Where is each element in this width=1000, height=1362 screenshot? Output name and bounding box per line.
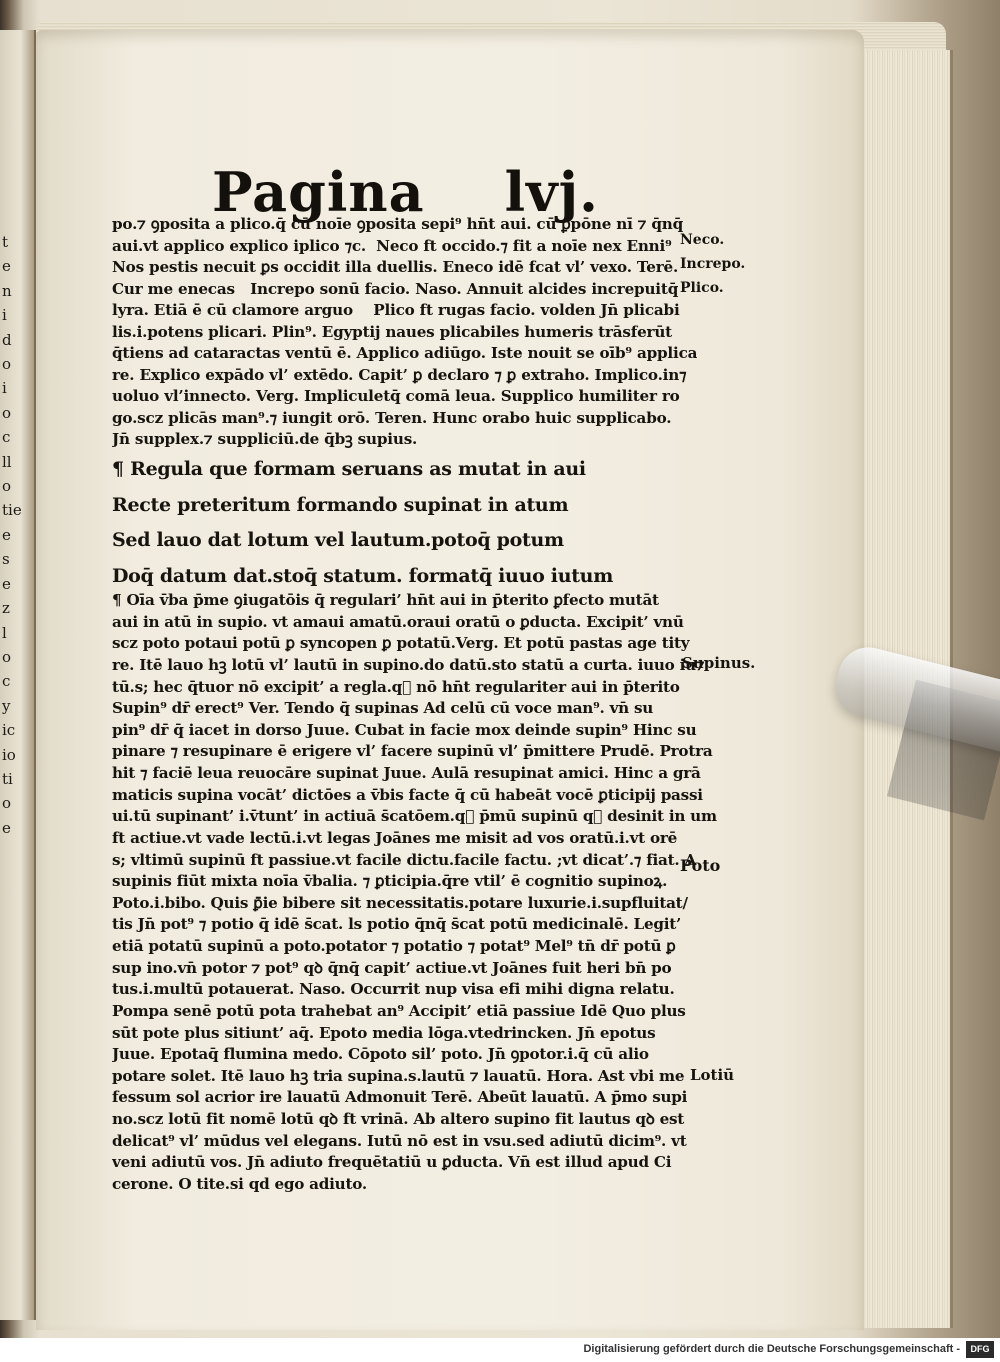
commentary-line: Supin⁹ dr̄ erect⁹ Ver. Tendo q̄ supinas Ad celū cū voce man⁹. vn̄ su [112, 699, 654, 718]
commentary-line: scz poto potaui potū ꝑ syncopen ꝑ potatū.Verg. Et potū pastas age tity [112, 634, 690, 653]
commentary-line: Nos pestis necuit ꝑs occidit illa duellis. Eneco idē fcat vl’ vexo. Terē. [112, 258, 679, 276]
commentary-line: lyra. Etiā ē cū clamore arguo Plico ft rugas facio. volden Jn̄ plicabi [112, 301, 680, 319]
previous-page-fragment: ic [2, 721, 16, 740]
previous-page-fragment: i [2, 379, 7, 398]
commentary-line: supinis fiūt mixta noīa v̄balia. ⁊ ꝑticipia.q̄re vtil’ ē cognitio supinoꝝ. [112, 872, 668, 891]
commentary-line: pin⁹ dr̄ q̄ iacet in dorso Juue. Cubat in facie mox deinde supin⁹ Hinc su [112, 720, 697, 739]
dfg-logo: DFG [966, 1341, 994, 1358]
commentary-line: no.scz lotū fit nomē lotū qꝺ ft vrinā. Ab altero supino fit lautus qꝺ est [112, 1110, 685, 1128]
verse-line: ¶ Regula que formam seruans as mutat in aui [112, 458, 586, 480]
previous-page-fragment: ti [2, 769, 13, 788]
previous-page-fragment: e [2, 574, 11, 593]
previous-page-fragment: d [2, 330, 12, 349]
digitization-footer [0, 1338, 1000, 1362]
previous-page-fragment: c [2, 428, 11, 447]
commentary-block-1 [112, 214, 697, 451]
commentary-line: re. Itē lauo hꝫ lotū vl’ lautū in supino.do datū.sto statū a curta. iuuo iu⁊ [112, 655, 705, 674]
commentary-line: maticis supina vocāt’ dictōes a v̄bis facte q̄ cū habeāt vocē ꝑticipij passi [112, 785, 703, 804]
commentary-line: po.⁊ ꝯposita a plico.q̄ cū noīe ꝯposita sepi⁹ hn̄t aui. cū ꝑpōne nī ⁊ q̄nq̄ [112, 215, 684, 233]
funding-credit: Digitalisierung gefördert durch die Deutsche Forschungsgemeinschaft - [583, 1343, 960, 1355]
commentary-line: potare solet. Itē lauo hꝫ tria supina.s.lautū ⁊ lauatū. Hora. Ast vbi me [112, 1066, 685, 1085]
commentary-line: aui in atū in supio. vt amaui amatū.oraui oratū o ꝑducta. Excipit’ vnū [112, 612, 684, 631]
commentary-line: aui.vt applico explico iplico ⁊c. Neco ft occido.⁊ fit a noīe nex Enni⁹ [112, 236, 672, 255]
folio-number: lvj. [504, 160, 599, 224]
previous-page-text [2, 230, 30, 840]
commentary-line: Pompa senē potū pota trahebat an⁹ Accipit’ etiā passiue Idē Quo plus [112, 1001, 686, 1020]
commentary-line: tis Jn̄ pot⁹ ⁊ potio q̄ idē s̄cat. ls potio q̄nq̄ s̄cat potū medicinalē. Legit’ [112, 915, 682, 934]
margin-note-increpo: Increpo. [680, 256, 746, 272]
commentary-line: ui.tū supinant’ i.v̄tunt’ in actiuā s̄catōem.q᷑ p̄mū supinū qꝺ desinit in um [112, 807, 717, 826]
commentary-line: q̄tiens ad cataractas ventū ē. Applico adiūgo. Iste nouit se oīb⁹ applica [112, 344, 698, 362]
commentary-line: Juue. Epotaq̄ flumina medo. Cōpoto sil’ poto. Jn̄ ꝯpotor.i.q̄ cū alio [112, 1045, 649, 1064]
previous-page-fragment: t [2, 233, 9, 251]
commentary-line: go.scz plicās man⁹.⁊ iungit orō. Teren. Hunc orabo huic supplicabo. [112, 408, 672, 427]
commentary-line: uoluo vl’innecto. Verg. Impliculetq̄ comā leua. Supplico humiliter ro [112, 387, 680, 405]
commentary-line: delicat⁹ vl’ mūdus vel elegans. Iutū nō est in vsu.sed adiutū dicim⁹. vt [112, 1131, 687, 1150]
previous-page-fragment: l [2, 623, 7, 642]
previous-page-fragment: s [2, 550, 10, 569]
commentary-line: ft actiue.vt vade lectū.i.vt legas Joānes me misit ad vos oratū.i.vt orē [112, 828, 678, 847]
previous-page-fragment: e [2, 818, 11, 837]
previous-page-fragment: e [2, 525, 11, 544]
previous-page-fragment: n [2, 281, 12, 300]
commentary-line: sup ino.vn̄ potor ⁊ pot⁹ qꝺ q̄nq̄ capit’ actiue.vt Joānes fuit heri bn̄ po [112, 958, 672, 977]
margin-note-plico: Plico. [680, 280, 724, 296]
previous-page-fragment: o [2, 355, 12, 374]
verse-line: Doq̄ datum dat.stoq̄ statum. formatq̄ iuuo iutum [112, 564, 614, 587]
commentary-line: re. Explico expādo vl’ extēdo. Capit’ ꝑ declaro ⁊ ꝑ extraho. Implico.in⁊ [112, 365, 687, 384]
commentary-line: Cur me enecas Increpo sonū facio. Naso. Annuit alcides increpuitq̄ [112, 279, 679, 298]
commentary-line: tū.s; hec q̄tuor nō excipit’ a regla.q᷑ nō hn̄t regulariter aui in p̄terito [112, 677, 680, 696]
previous-page-fragment: c [2, 672, 11, 691]
margin-note-poto: Poto [680, 856, 721, 875]
previous-page-edge [0, 30, 36, 1320]
verse-line: Recte preteritum formando supinat in atum [112, 493, 569, 516]
commentary-block-2 [112, 590, 717, 1196]
commentary-line: pinare ⁊ resupinare ē erigere vl’ facere supinū vl’ p̄mittere Prudē. Protra [112, 742, 713, 761]
previous-page-fragment: i [2, 306, 7, 325]
previous-page-fragment: o [2, 647, 12, 666]
commentary-line: hit ⁊ faciē leua reuocāre supinat Juue. Aulā resupinat amici. Hinc a grā [112, 764, 701, 782]
previous-page-fragment: o [2, 403, 12, 422]
commentary-line: s; vltimū supinū ft passiue.vt facile dictu.facile factu. ;vt dicat’.⁊ fiat. A [112, 850, 696, 869]
commentary-line: veni adiutū vos. Jn̄ adiuto frequētatiū u ꝑducta. Vn̄ est illud apud Ci [112, 1153, 672, 1172]
previous-page-fragment: io [2, 745, 16, 764]
commentary-line: sūt pote plus sitiunt’ aq̄. Epoto media lōga.vtedrincken. Jn̄ epotus [112, 1023, 656, 1042]
previous-page-fragment: o [2, 477, 12, 496]
previous-page-fragment: y [2, 696, 11, 715]
commentary-line: lis.i.potens plicari. Plin⁹. Egyptij naues plicabiles humeris trāsferūt [112, 322, 672, 341]
verse-line: Sed lauo dat lotum vel lautum.potoq̄ potum [112, 529, 564, 551]
previous-page-fragment: z [2, 599, 10, 618]
margin-note-lotium: Lotiū [690, 1066, 735, 1084]
commentary-line: tus.i.multū potauerat. Naso. Occurrit nup visa efi mihi digna relatu. [112, 980, 675, 999]
commentary-line: Poto.i.bibo. Quis ꝑ̄ie bibere sit necessitatis.potare luxurie.i.supfluitat/ [112, 893, 688, 912]
margin-note-supinus: Supinus. [682, 654, 756, 672]
verse-rule [112, 452, 613, 594]
previous-page-fragment: tie [2, 501, 22, 520]
commentary-line: ¶ Oīa v̄ba p̄me ꝯiugatōis q̄ regulari’ hn̄t aui in p̄terito ꝑfecto mutāt [112, 591, 659, 609]
previous-page-fragment: e [2, 257, 11, 276]
margin-notes-neco-increpo-plico [680, 228, 745, 300]
margin-note-neco: Neco. [680, 232, 725, 248]
commentary-line: cerone. O tite.si qd ego adiuto. [112, 1174, 367, 1193]
commentary-line: Jn̄ supplex.⁊ suppliciū.de q̄bꝫ supius. [112, 430, 418, 448]
page-title: Pagina [212, 160, 425, 224]
previous-page-fragment: ll [2, 452, 12, 471]
previous-page-fragment: o [2, 794, 12, 813]
commentary-line: fessum sol acrior ire lauatū Admonuit Terē. Abeūt lauatū. A p̄mo supi [112, 1088, 688, 1107]
commentary-line: etiā potatū supinū a poto.potator ⁊ potatio ⁊ potat⁹ Mel⁹ tn̄ dr̄ potū ꝑ [112, 937, 676, 955]
